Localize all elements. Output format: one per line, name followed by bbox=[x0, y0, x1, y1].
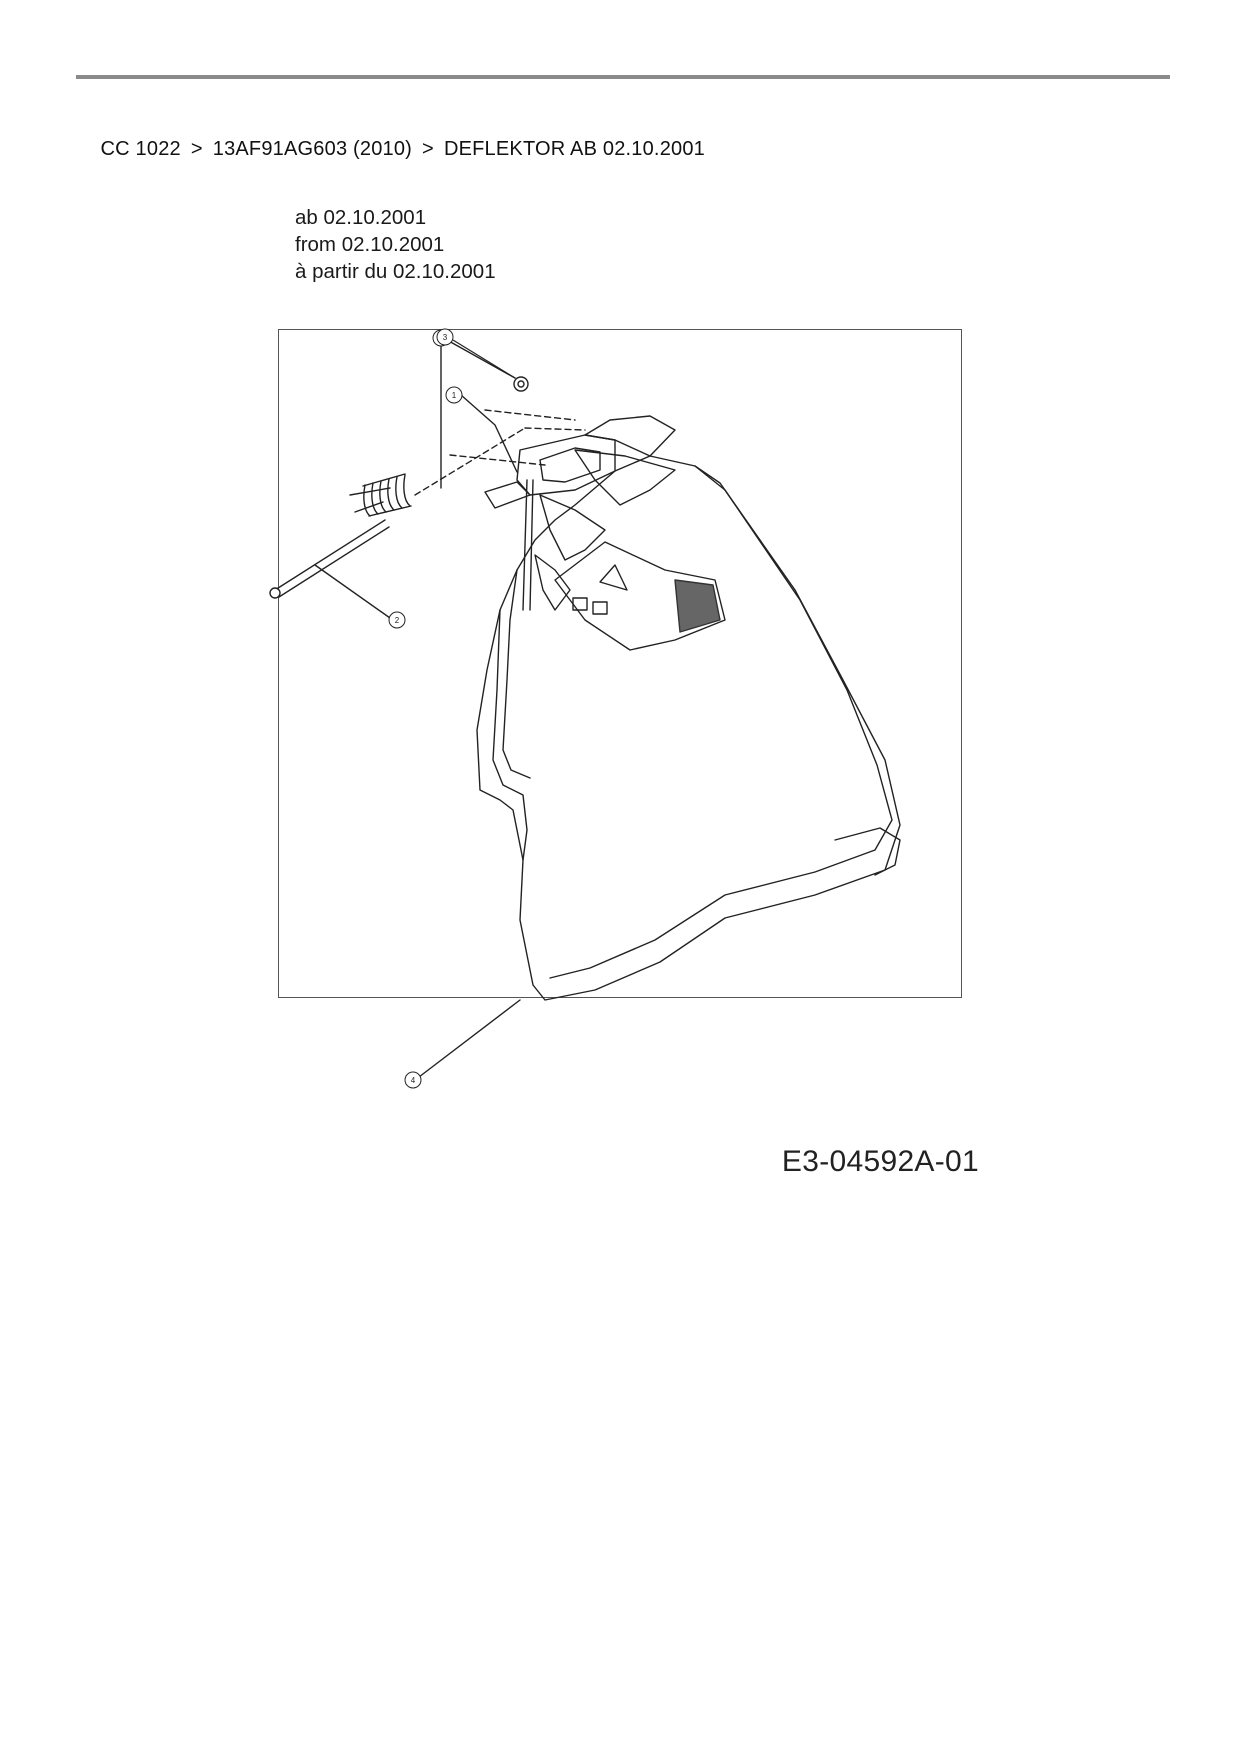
callout-3 bbox=[437, 329, 453, 345]
header-rule bbox=[76, 75, 1170, 79]
svg-text:1: 1 bbox=[451, 391, 457, 400]
breadcrumb-separator: > bbox=[422, 138, 434, 160]
svg-text:2: 2 bbox=[394, 616, 400, 625]
svg-text:4: 4 bbox=[410, 1076, 416, 1085]
svg-text:3: 3 bbox=[442, 333, 448, 342]
breadcrumb-separator: > bbox=[190, 138, 203, 160]
breadcrumb-article[interactable]: 13AF91AG603 (2010) bbox=[212, 138, 413, 160]
drawing-code: E3-04592A-01 bbox=[781, 1145, 979, 1178]
validity-note-fr: à partir du 02.10.2001 bbox=[295, 260, 496, 283]
breadcrumb-section: DEFLEKTOR AB 02.10.2001 bbox=[443, 138, 705, 160]
callout-3-layer bbox=[255, 150, 985, 1190]
validity-note-de: ab 02.10.2001 bbox=[295, 206, 427, 229]
parts-diagram bbox=[255, 150, 985, 1190]
validity-note-en: from 02.10.2001 bbox=[295, 233, 445, 256]
breadcrumb-model[interactable]: CC 1022 bbox=[100, 138, 181, 160]
